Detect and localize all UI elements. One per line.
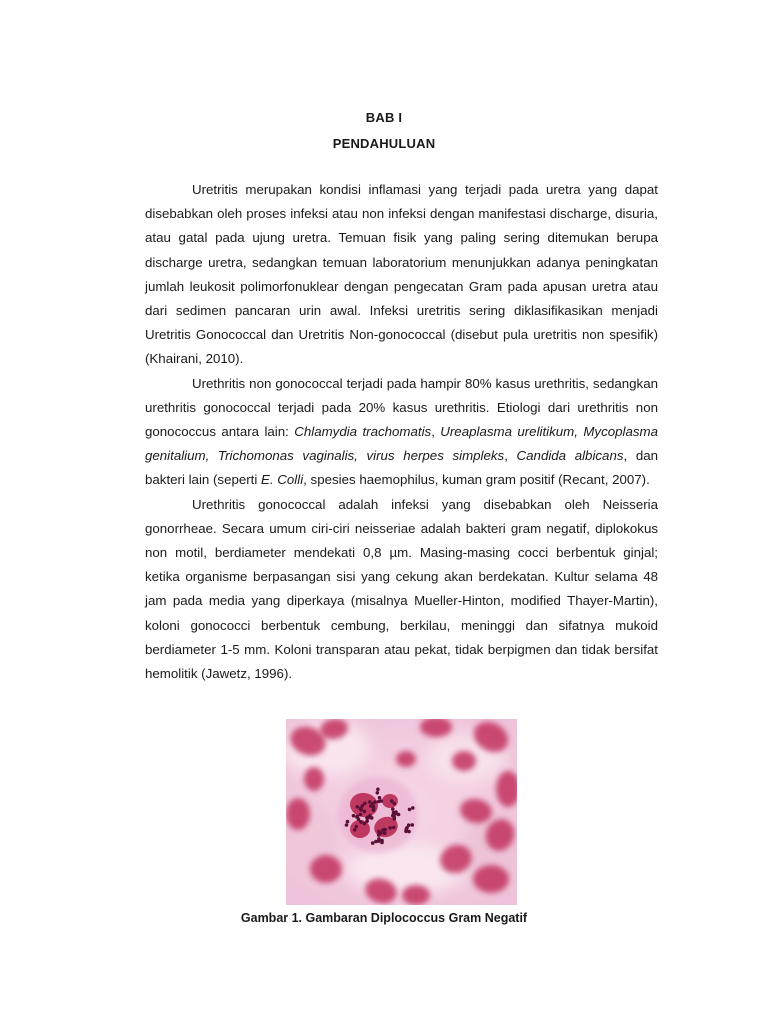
diplococcus bbox=[388, 826, 392, 830]
diplococcus bbox=[411, 806, 415, 810]
diplococcus bbox=[408, 808, 412, 812]
diplococcus bbox=[383, 831, 387, 835]
diplococcus bbox=[369, 804, 373, 808]
text-run: Uretritis merupakan kondisi inflamasi yang terjadi pada uretra yang dapat disebabkan oleh proses infeksi atau non infeksi dengan manifestasi discharge, disuria, atau gatal pada ujung uretra. Temuan fisik yang paling sering ditemukan berupa discharge uretra, sedangkan temuan laboratorium menunjukkan adanya peningkatan jumlah leukosit polimorfonuklear dengan pengecatan Gram pada apusan uretra atau dari sedimen pancaran urin awal. Infeksi uretritis sering diklasifikasikan menjadi Uretritis Gonococcal dan Uretritis Non-gonococcal (disebut pula uretritis non spesifik) (Khairani, 2010). bbox=[145, 182, 658, 367]
italic-term: Candida albicans bbox=[516, 448, 624, 464]
chapter-heading: BAB I bbox=[365, 110, 403, 125]
diplococcus bbox=[374, 840, 378, 844]
cell-nucleus bbox=[310, 855, 342, 883]
diplococcus bbox=[405, 827, 409, 831]
chapter-title: PENDAHULUAN bbox=[332, 136, 436, 151]
micrograph-image bbox=[286, 719, 517, 905]
cell-nucleus bbox=[304, 767, 324, 791]
body-text bbox=[145, 178, 658, 686]
text-run: , spesies haemophilus, kuman gram positif (Recant, 2007). bbox=[303, 472, 650, 488]
cell-nucleus bbox=[402, 885, 430, 905]
diplococcus bbox=[381, 828, 385, 832]
italic-term: Chlamydia trachomatis bbox=[294, 424, 432, 440]
diplococcus bbox=[379, 831, 383, 835]
italic-term: Ureaplasma urelitikum, Mycoplasma genitalium, Trichomonas vaginalis, virus herpes simpleks bbox=[145, 424, 658, 464]
diplococcus bbox=[368, 814, 372, 818]
diplococcus bbox=[371, 841, 375, 845]
diplococcus bbox=[345, 823, 349, 827]
diplococcus bbox=[378, 796, 382, 800]
diplococcus bbox=[357, 817, 361, 821]
diplococcus bbox=[407, 823, 411, 827]
italic-term: E. Colli bbox=[261, 472, 304, 488]
diplococcus bbox=[365, 816, 369, 820]
diplococcus bbox=[411, 823, 415, 827]
diplococcus bbox=[376, 788, 380, 792]
diplococcus bbox=[353, 828, 357, 832]
diplococcus bbox=[359, 813, 363, 817]
figure-caption: Gambar 1. Gambaran Diplococcus Gram Negatif bbox=[240, 911, 528, 925]
text-run: , dan bakteri lain (seperti bbox=[145, 448, 659, 488]
diplococcus bbox=[359, 808, 363, 812]
diplococcus bbox=[359, 820, 363, 824]
diplococcus bbox=[377, 800, 381, 804]
diplococcus bbox=[361, 804, 365, 808]
paragraph bbox=[145, 178, 658, 372]
diplococcus bbox=[397, 813, 401, 817]
diplococcus bbox=[393, 816, 397, 820]
text-run: , bbox=[504, 448, 517, 464]
diplococcus bbox=[346, 820, 350, 824]
text-run: Urethritis gonococcal adalah infeksi yang disebabkan oleh Neisseria gonorrheae. Secara umum ciri-ciri neisseriae adalah bakteri gram negatif, diplokokus non motil, berdiameter mendekati 0,8 µm. Masing-masing cocci berbentuk ginjal; ketika organisme berpasangan sisi yang cekung akan berdekatan. Kultur selama 48 jam pada media yang diperkaya (misalnya Mueller-Hinton, modified Thayer-Martin), koloni gonococci berbentuk cembung, berkilau, meninggi dan sifatnya mukoid berdiameter 1-5 mm. Koloni transparan atau pekat, tidak berpigmen dan tidak bersifat hemolitik (Jawetz, 1996). bbox=[145, 496, 658, 682]
diplococcus bbox=[373, 800, 377, 804]
diplococcus bbox=[363, 810, 367, 814]
diplococcus bbox=[363, 802, 367, 806]
diplococcus bbox=[365, 819, 369, 823]
diplococcus bbox=[380, 841, 384, 845]
diplococcus bbox=[393, 802, 397, 806]
diplococcus bbox=[392, 826, 396, 830]
diplococcus bbox=[372, 807, 376, 811]
diplococcus bbox=[394, 812, 398, 816]
paragraph bbox=[145, 372, 658, 493]
diplococcus bbox=[352, 814, 356, 818]
text-run: Urethritis non gonococcal terjadi pada hampir 80% kasus urethritis, sedangkan urethritis gonococcal terjadi pada 20% kasus urethritis. Etiologi dari urethritis non gonococcus antara lain: bbox=[145, 375, 658, 440]
diplococcus bbox=[355, 825, 359, 829]
cell-nucleus bbox=[452, 751, 476, 771]
paragraph bbox=[145, 493, 658, 687]
cell-nucleus bbox=[473, 865, 509, 893]
diplococcus bbox=[356, 805, 360, 809]
diplococcus bbox=[376, 791, 380, 795]
cell-nucleus bbox=[286, 798, 310, 830]
diplococcus bbox=[391, 807, 395, 811]
cell-nucleus bbox=[396, 751, 416, 767]
text-run: , bbox=[431, 424, 441, 440]
diplococcus bbox=[368, 800, 372, 804]
diplococcus bbox=[363, 822, 367, 826]
diplococcus bbox=[407, 830, 411, 834]
